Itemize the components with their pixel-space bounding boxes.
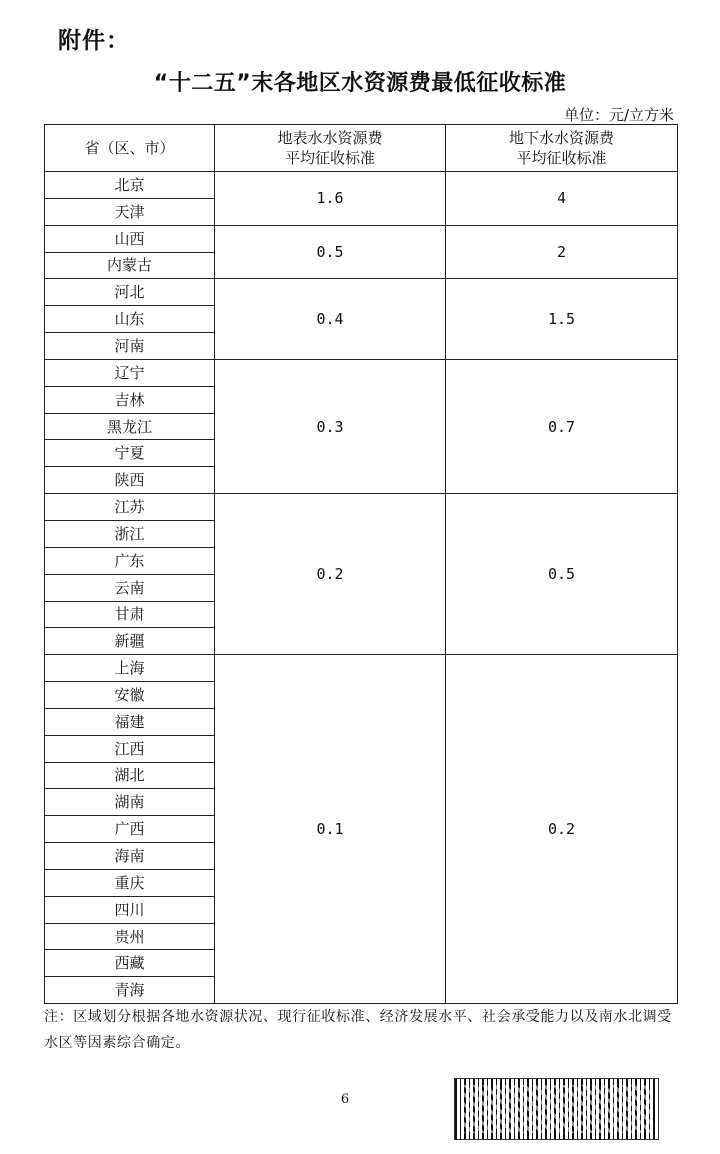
region-cell: 湖南 [45, 789, 215, 816]
region-cell: 河北 [45, 279, 215, 306]
region-cell: 北京 [45, 172, 215, 199]
surface-water-fee-cell: 0.1 [215, 655, 446, 1004]
ground-water-fee-cell: 0.2 [446, 655, 678, 1004]
region-cell: 福建 [45, 708, 215, 735]
region-cell: 江西 [45, 735, 215, 762]
region-cell: 江苏 [45, 494, 215, 521]
region-cell: 宁夏 [45, 440, 215, 467]
ground-water-fee-cell: 2 [446, 225, 678, 279]
region-cell: 甘肃 [45, 601, 215, 628]
ground-water-fee-cell: 0.7 [446, 359, 678, 493]
region-cell: 陕西 [45, 467, 215, 494]
header-ground-water [446, 125, 678, 172]
unit-label: 单位：元/立方米 [563, 106, 674, 124]
ground-water-fee-cell: 1.5 [446, 279, 678, 360]
barcode-image [454, 1078, 659, 1140]
region-cell: 河南 [45, 333, 215, 360]
attachment-label: 附件： [58, 28, 130, 54]
surface-water-fee-cell: 0.4 [215, 279, 446, 360]
header-surface-line1: 地表水水资源费 [277, 129, 383, 147]
table-row [45, 225, 678, 252]
surface-water-fee-cell: 1.6 [215, 172, 446, 226]
table-body [45, 172, 678, 1004]
region-cell: 广西 [45, 816, 215, 843]
table-row [45, 655, 678, 682]
region-cell: 山东 [45, 306, 215, 333]
region-cell: 天津 [45, 198, 215, 225]
table-row [45, 359, 678, 386]
region-cell: 安徽 [45, 682, 215, 709]
header-region: 省（区、市） [45, 125, 215, 172]
surface-water-fee-cell: 0.3 [215, 359, 446, 493]
region-cell: 上海 [45, 655, 215, 682]
surface-water-fee-cell: 0.5 [215, 225, 446, 279]
header-ground-line1: 地下水水资源费 [508, 129, 614, 147]
table-row [45, 494, 678, 521]
region-cell: 贵州 [45, 923, 215, 950]
table-header-row [45, 125, 678, 172]
region-cell: 重庆 [45, 869, 215, 896]
table-row [45, 279, 678, 306]
fee-standards-table [44, 124, 678, 1004]
region-cell: 四川 [45, 896, 215, 923]
region-cell: 新疆 [45, 628, 215, 655]
region-cell: 吉林 [45, 386, 215, 413]
ground-water-fee-cell: 0.5 [446, 494, 678, 655]
ground-water-fee-cell: 4 [446, 172, 678, 226]
header-surface-line2: 平均征收标准 [284, 149, 375, 167]
region-cell: 海南 [45, 843, 215, 870]
region-cell: 山西 [45, 225, 215, 252]
header-surface-water [215, 125, 446, 172]
region-cell: 云南 [45, 574, 215, 601]
region-cell: 青海 [45, 977, 215, 1004]
region-cell: 西藏 [45, 950, 215, 977]
surface-water-fee-cell: 0.2 [215, 494, 446, 655]
region-cell: 辽宁 [45, 359, 215, 386]
region-cell: 内蒙古 [45, 252, 215, 279]
region-cell: 浙江 [45, 520, 215, 547]
region-cell: 黑龙江 [45, 413, 215, 440]
document-title: “十二五”末各地区水资源费最低征收标准 [153, 71, 567, 96]
region-cell: 湖北 [45, 762, 215, 789]
header-ground-line2: 平均征收标准 [516, 149, 607, 167]
footnote: 注：区域划分根据各地水资源状况、现行征收标准、经济发展水平、社会承受能力以及南水北调受水区等因素综合确定。 [44, 1009, 672, 1051]
table-row [45, 172, 678, 199]
region-cell: 广东 [45, 547, 215, 574]
page-number: 6 [340, 1092, 350, 1107]
